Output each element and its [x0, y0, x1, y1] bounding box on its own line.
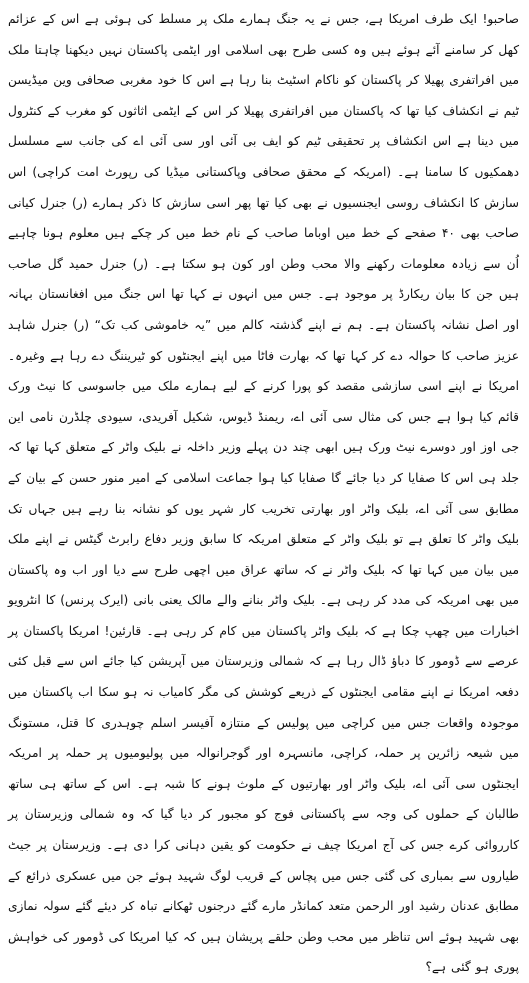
article-body-text: صاحبو! ایک طرف امریکا ہے، جس نے یہ جنگ ہمارے ملک پر مسلط کی ہوئی ہے اس کے عزائم کھل کر سامنے آئے ہوئے ہیں وہ کسی طرح بھی اسلامی اور ایٹمی پاکستان نہیں دیکھنا چاہتا ملک میں افراتفری پھیلا کر پاکستان کو ناکام اسٹیٹ بنا رہا ہے اس کا خود مغربی صحافی وین میڈیسن ٹیم نے انکشاف کیا تھا کہ پاکستان میں افراتفری پھیلا کر اس کے ایٹمی اثاثوں کو مغرب کے کنٹرول میں دینا ہے اس انکشاف پر تحقیقی ٹیم کو ایف بی آئی اور سی آئی اے کی جانب سے مسلسل دھمکیوں کا سامنا ہے۔ (امریکہ کے محقق صحافی وپاکستانی میڈیا کی رپورٹ امت کراچی) اس سازش کا انکشاف روسی ایجنسیوں نے بھی کیا تھا پھر اسی سازش کا ذکر ہمارے (ر) جنرل کیانی صاحب بھی ۴۰ صفحے کے خط میں اوباما صاحب کے نام خط میں کر چکے ہیں معلوم ہونا چاہیے اُن سے زیادہ معلومات رکھنے والا محب وطن اور کون ہو سکتا ہے۔ (ر) جنرل حمید گل صاحب ہیں جن کا بیان ریکارڈ پر موجود ہے۔ جس میں انہوں نے کہا تھا اس جنگ میں افغانستان بہانہ اور اصل نشانہ پاکستان ہے۔ ہم نے اپنے گذشتہ کالم میں ”یہ خاموشی کب تک“ (ر) جنرل شاہد عزیز صاحب کا حوالہ دے کر کہا تھا کہ بھارت فاٹا میں اپنے ایجنٹوں کو ٹیریننگ دے رہا ہے وغیرہ۔ امریکا نے اپنے اسی سازشی مقصد کو پورا کرنے کے لیے ہمارے ملک میں جاسوسی کا نیٹ ورک قائم کیا ہوا ہے جس کی مثال سی آئی اے، ریمنڈ ڈیوس، شکیل آفریدی، سیودی چلڈرن نامی این جی اوز اور دوسرے نیٹ ورک ہیں ابھی چند دن پہلے وزیر داخلہ نے بلیک واٹر کے متعلق کہا تھا کہ جلد ہی اس کا صفایا کر دیا جائے گا صفایا کیا ہوا جماعت اسلامی کے امیر منور حسن کے بیان کے مطابق سی آئی اے، بلیک واٹر اور بھارتی تخریب کار شہر یوں کو نشانہ بنا رہے ہیں جہاں تک بلیک واٹر کا تعلق ہے تو بلیک واٹر کے متعلق امریکہ کا سابق وزیر دفاع رابرٹ گیٹس نے اپنے ملک میں بیان میں کہا تھا کہ بلیک واٹر نے کہ ساتھ عراق میں اچھی طرح سے دیا اور اب وہ پاکستان میں بھی امریکہ کی مدد کر رہی ہے۔ بلیک واٹر بنانے والے مالک یعنی بانی (ایرک پرنس) کا انٹرویو اخبارات میں چھپ چکا ہے کہ بلیک واٹر پاکستان میں کام کر رہی ہے۔ قارئین! امریکا پاکستان پر عرصے سے ڈومور کا دباؤ ڈال رہا ہے کہ شمالی وزیرستان میں آپریشن کیا جائے اس سے قبل کئی دفعہ امریکا نے اپنے مقامی ایجنٹوں کے ذریعے کوشش کی مگر کامیاب نہ ہو سکا اب پاکستان میں موجودہ واقعات جس میں کراچی میں پولیس کے منتازہ آفیسر اسلم چوہدری کا قتل، مستونگ میں شیعہ زائرین پر حملہ، کراچی، مانسہرہ اور گوجرانوالہ میں پولیومیوں پر حملہ پر امریکہ ایجنٹوں سی آئی اے، بلیک واٹر اور بھارتیوں کے ملوث ہونے کا شبہ ہے۔ اس کے ساتھ ہی ساتھ طالبان کے حملوں کی وجہ سے پاکستانی فوج کو مجبور کر دیا گیا کہ وہ شمالی وزیرستان پر کارروائی کرے جس کی آج امریکا چیف نے حکومت کو یقین دہانی کرا دی ہے۔ وزیرستان پر جیٹ طیاروں سے بمباری کی گئی جس میں پچاس کے قریب لوگ شہید ہوئے جن میں عسکری ذرائع کے مطابق عدنان رشید اور الرحمن متعد کمانڈر مارے گئے درجنوں ٹھکانے تباہ کر دیئے گئے سولہ نمازی بھی شہید ہوئے اس تناظر میں محب وطن حلقے پریشان ہیں کہ کیا امریکا کی ڈومور کی خواہش پوری ہو گئی ہے؟ [8, 12, 519, 975]
